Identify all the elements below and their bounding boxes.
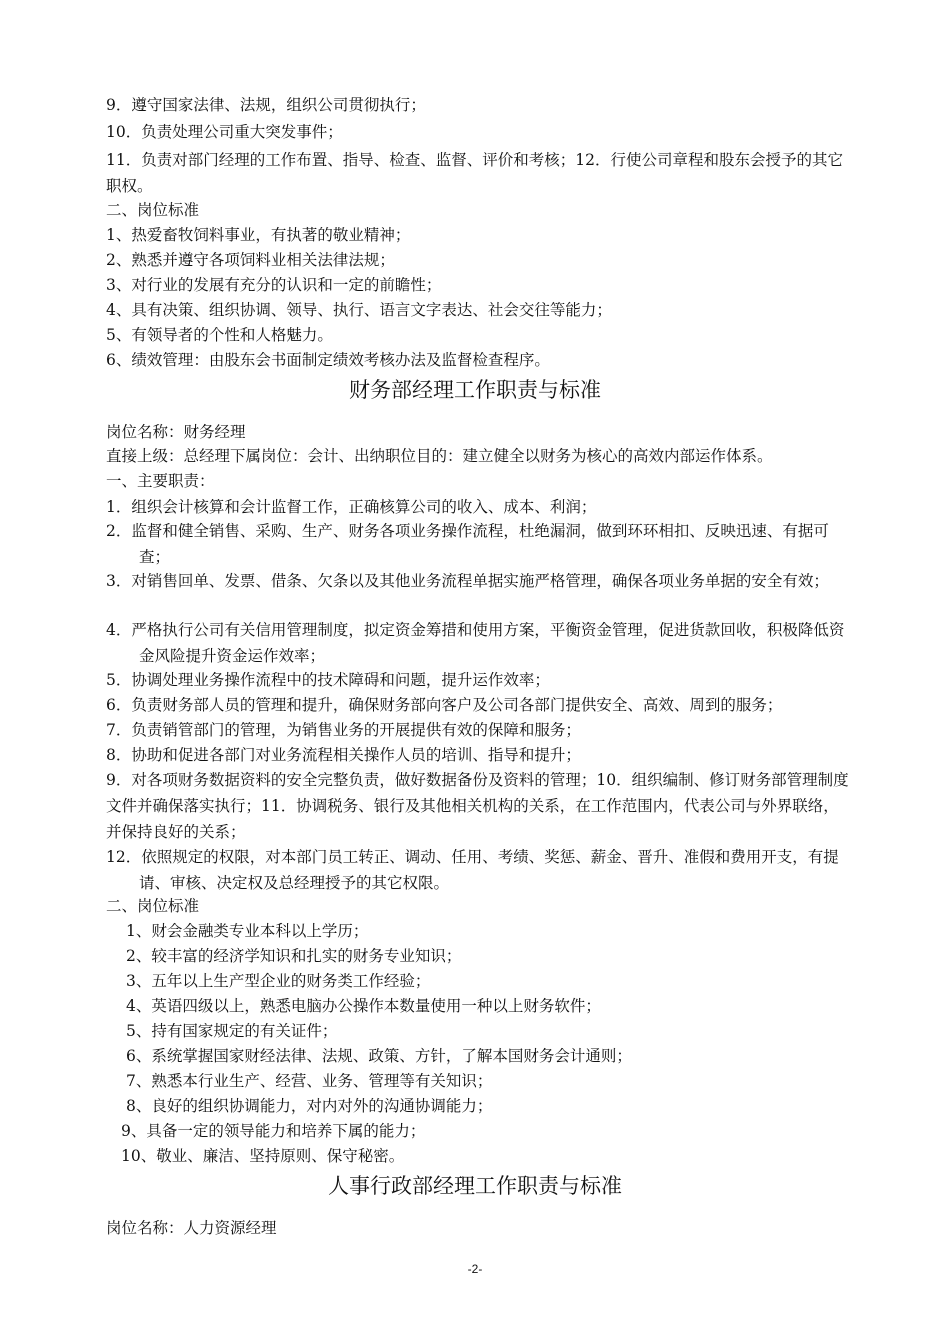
standard-item: 4、英语四级以上，熟悉电脑办公操作本数量使用一种以上财务软件； [126,997,601,1015]
duty-item: 7．负责销管部门的管理，为销售业务的开展提供有效的保障和服务； [106,721,581,739]
superior-info: 直接上级：总经理下属岗位：会计、出纳职位目的：建立健全以财务为核心的高效内部运作体系。 [106,447,773,465]
standard-item: 7、熟悉本行业生产、经营、业务、管理等有关知识； [126,1072,493,1090]
position-name: 岗位名称：人力资源经理 [106,1219,277,1237]
section-title-hr: 人事行政部经理工作职责与标准 [328,1174,622,1198]
duty-item: 5．协调处理业务操作流程中的技术障碍和问题，提升运作效率； [106,671,550,689]
standard-item: 1、财会金融类专业本科以上学历； [126,922,369,940]
duty-item: 4．严格执行公司有关信用管理制度，拟定资金筹措和使用方案，平衡资金管理，促进货款回收，积极降低资金风险提升资金运作效率； [106,621,845,665]
duty-item: 1．组织会计核算和会计监督工作，正确核算公司的收入、成本、利润； [106,498,597,516]
section-heading: 一、主要职责： [106,472,215,490]
duty-item: 10．负责处理公司重大突发事件； [106,123,343,141]
standard-item: 3、五年以上生产型企业的财务类工作经验； [126,972,431,990]
standard-item: 2、熟悉并遵守各项饲料业相关法律法规； [106,251,395,269]
duty-item: 12．依照规定的权限，对本部门员工转正、调动、任用、考绩、奖惩、薪金、晋升、准假和费用开支，有提请、审核、决定权及总经理授予的其它权限。 [106,848,839,892]
standard-item: 5、持有国家规定的有关证件； [126,1022,338,1040]
page-number: -2- [467,1262,483,1276]
standard-item: 6、绩效管理：由股东会书面制定绩效考核办法及监督检查程序。 [106,351,550,369]
standard-item: 6、系统掌握国家财经法律、法规、政策、方针，了解本国财务会计通则； [126,1047,632,1065]
standard-item: 10、敬业、廉洁、坚持原则、保守秘密。 [121,1147,405,1165]
duty-item: 8．协助和促进各部门对业务流程相关操作人员的培训、指导和提升； [106,746,581,764]
standard-item: 2、较丰富的经济学知识和扎实的财务专业知识； [126,947,462,965]
section-title-finance: 财务部经理工作职责与标准 [349,378,601,402]
position-name: 岗位名称：财务经理 [106,423,246,441]
duty-item: 2．监督和健全销售、采购、生产、财务各项业务操作流程，杜绝漏洞，做到环环相扣、反映迅速、有据可查； [106,522,829,566]
standard-item: 8、良好的组织协调能力，对内对外的沟通协调能力； [126,1097,493,1115]
duty-item: 3．对销售回单、发票、借条、欠条以及其他业务流程单据实施严格管理，确保各项业务单据的安全有效； [106,572,829,590]
duty-item: 9．遵守国家法律、法规，组织公司贯彻执行； [106,96,426,114]
standard-item: 4、具有决策、组织协调、领导、执行、语言文字表达、社会交往等能力； [106,301,612,319]
duty-item: 6．负责财务部人员的管理和提升，确保财务部向客户及公司各部门提供安全、高效、周到的服务； [106,696,783,714]
standard-item: 3、对行业的发展有充分的认识和一定的前瞻性； [106,276,442,294]
duty-item: 11．负责对部门经理的工作布置、指导、检查、监督、评价和考核；12．行使公司章程和股东会授予的其它职权。 [106,151,843,195]
section-heading: 二、岗位标准 [106,897,200,915]
standard-item: 9、具备一定的领导能力和培养下属的能力； [121,1122,426,1140]
section-heading: 二、岗位标准 [106,201,200,219]
standard-item: 1、热爱畜牧饲料事业，有执著的敬业精神； [106,226,411,244]
duty-item: 9．对各项财务数据资料的安全完整负责，做好数据备份及资料的管理；10．组织编制、修订财务部管理制度文件并确保落实执行；11．协调税务、银行及其他相关机构的关系，在工作范围内，代表公司与外界联络，并保持良好的关系； [106,771,849,841]
standard-item: 5、有领导者的个性和人格魅力。 [106,326,333,344]
